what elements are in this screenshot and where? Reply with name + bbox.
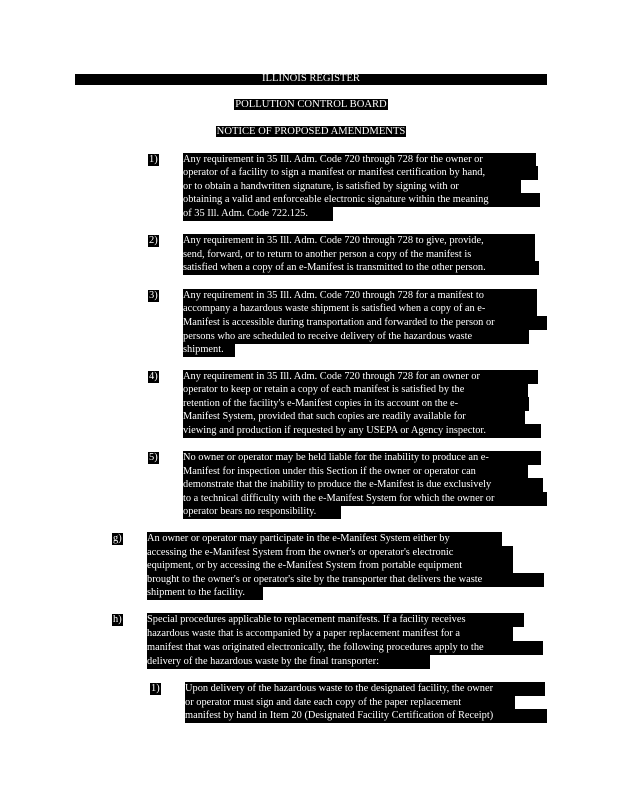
section-marker: 3) bbox=[149, 290, 158, 301]
text-line: Any requirement in 35 Ill. Adm. Code 720 through 728 to give, provide, bbox=[183, 234, 535, 248]
text-line: or operator must sign and date each copy of the paper replacement bbox=[185, 696, 515, 710]
subsection-marker: g) bbox=[113, 533, 122, 544]
text-line: Manifest is accessible during transportation and forwarded to the person or bbox=[183, 316, 547, 330]
text-line: of 35 Ill. Adm. Code 722.125. bbox=[183, 207, 333, 221]
text-line: obtaining a valid and enforceable electronic signature within the meaning bbox=[183, 193, 540, 207]
text-line: demonstrate that the inability to produce the e-Manifest is due exclusively bbox=[183, 478, 543, 492]
section-marker: 4) bbox=[149, 371, 158, 382]
text-line: Any requirement in 35 Ill. Adm. Code 720 through 728 for a manifest to bbox=[183, 289, 537, 303]
text-line: retention of the facility's e-Manifest copies in its account on the e- bbox=[183, 397, 529, 411]
text-line: delivery of the hazardous waste by the final transporter: bbox=[147, 655, 430, 669]
text-line: or to obtain a handwritten signature, is satisfied by signing with or bbox=[183, 180, 521, 194]
text-line: shipment. bbox=[183, 343, 235, 357]
text-line: to a technical difficulty with the e-Manifest System for which the owner or bbox=[183, 492, 547, 506]
text-line: Any requirement in 35 Ill. Adm. Code 720 through 728 for an owner or bbox=[183, 370, 538, 384]
text-line: operator bears no responsibility. bbox=[183, 505, 341, 519]
notice-title: NOTICE OF PROPOSED AMENDMENTS bbox=[216, 126, 406, 137]
text-line: Upon delivery of the hazardous waste to the designated facility, the owner bbox=[185, 682, 545, 696]
text-line: send, forward, or to return to another person a copy of the manifest is bbox=[183, 248, 535, 262]
text-line: manifest by hand in Item 20 (Designated Facility Certification of Receipt) bbox=[185, 709, 547, 723]
subsection-marker: h) bbox=[113, 614, 122, 625]
text-line: satisfied when a copy of an e-Manifest is transmitted to the other person. bbox=[183, 261, 539, 275]
text-line: Any requirement in 35 Ill. Adm. Code 720 through 728 for the owner or bbox=[183, 153, 536, 167]
text-line: Special procedures applicable to replacement manifests. If a facility receives bbox=[147, 613, 524, 627]
text-line: brought to the owner's or operator's site by the transporter that delivers the waste bbox=[147, 573, 544, 587]
text-line: hazardous waste that is accompanied by a paper replacement manifest for a bbox=[147, 627, 513, 641]
register-title: ILLINOIS REGISTER bbox=[262, 73, 360, 84]
board-title: POLLUTION CONTROL BOARD bbox=[235, 99, 387, 110]
text-line: equipment, or by accessing the e-Manifest System from portable equipment bbox=[147, 559, 513, 573]
text-line: operator to keep or retain a copy of each manifest is satisfied by the bbox=[183, 383, 528, 397]
text-line: persons who are scheduled to receive delivery of the hazardous waste bbox=[183, 330, 529, 344]
section-marker: 5) bbox=[149, 452, 158, 463]
text-line: accessing the e-Manifest System from the owner's or operator's electronic bbox=[147, 546, 513, 560]
section-marker: 1) bbox=[149, 154, 158, 165]
text-line: viewing and production if requested by any USEPA or Agency inspector. bbox=[183, 424, 541, 438]
text-line: accompany a hazardous waste shipment is satisfied when a copy of an e- bbox=[183, 302, 537, 316]
text-line: shipment to the facility. bbox=[147, 586, 263, 600]
text-line: Manifest for inspection under this Section if the owner or operator can bbox=[183, 465, 528, 479]
text-line: operator of a facility to sign a manifest or manifest certification by hand, bbox=[183, 166, 538, 180]
text-line: No owner or operator may be held liable for the inability to produce an e- bbox=[183, 451, 541, 465]
text-line: Manifest System, provided that such copies are readily available for bbox=[183, 410, 525, 424]
text-line: An owner or operator may participate in the e-Manifest System either by bbox=[147, 532, 502, 546]
text-line: manifest that was originated electronically, the following procedures apply to the bbox=[147, 641, 543, 655]
section-marker: 1) bbox=[151, 683, 160, 694]
section-marker: 2) bbox=[149, 235, 158, 246]
